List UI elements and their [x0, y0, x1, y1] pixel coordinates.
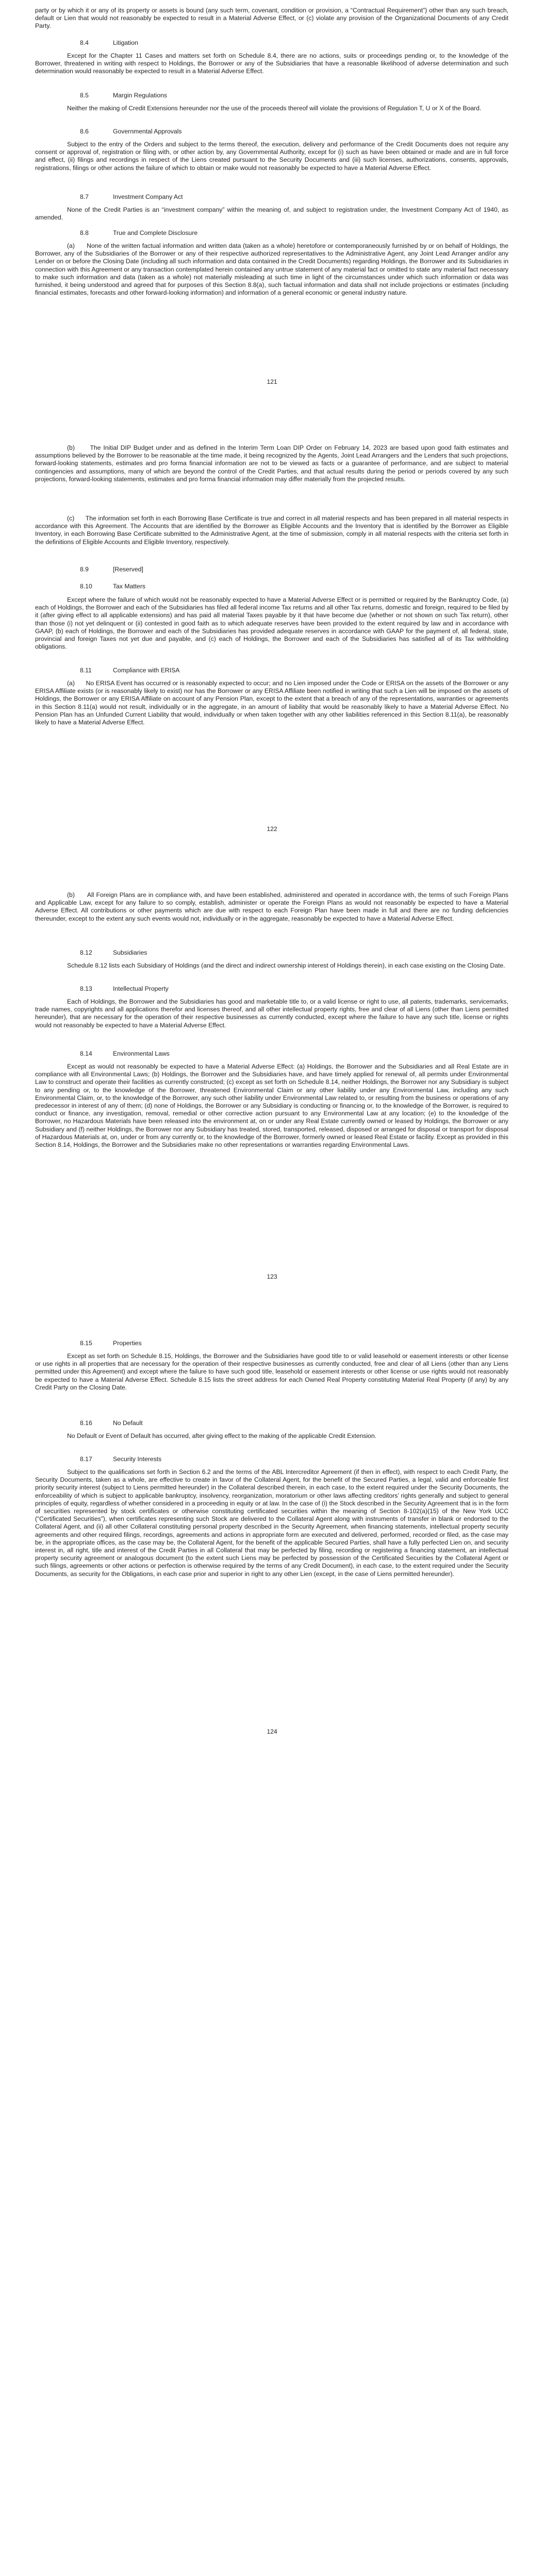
section-number: 8.15 [80, 1340, 92, 1347]
section-title: Tax Matters [113, 583, 145, 590]
section-title: Margin Regulations [113, 92, 168, 99]
page-number: 124 [267, 1728, 277, 1735]
section-title: Investment Company Act [113, 193, 183, 200]
section-8-13-text: Each of Holdings, the Borrower and the Subsidiaries has good and marketable title to, or a valid license or right to use, all patents, trademarks, servicemarks, trade names, copyrights and all applications therefor and licenses thereof, and all other intellectual property rights, free and clear of all Liens (other than Liens permitted hereunder), that are necessary for the operation of their respective businesses as currently conducted, except where the failure to have any such title, license or rights would not reasonably be expected to have a Material Adverse Effect. [35, 998, 508, 1029]
section-title: [Reserved] [113, 566, 143, 573]
section-8-17-text: Subject to the qualifications set forth in Section 6.2 and the terms of the ABL Intercreditor Agreement (if then in effect), with respect to each Credit Party, the Security Documents, taken as a whole, are effective to create in favor of the Collateral Agent, for the benefit of the Secured Parties, a legal, valid and enforceable first priority security interest (subject to Liens permitted hereunder) in the Collateral described therein, in each case, to the extent required under the Security Documents, the enforceability of which is subject to applicable bankruptcy, insolvency, reorganization, moratorium or other laws affecting creditors’ rights generally and subject to general principles of equity, regardless of whether considered in a proceeding in equity or at law. In the case of (i) the Stock described in the Security Agreement that is in the form of securities represented by stock certificates or otherwise constituting certificated securities within the meaning of Section 8-102(a)(15) of the New York UCC (“Certificated Securities”), when certificates representing such Stock are delivered to the Collateral Agent along with instruments of transfer in blank or endorsed to the Collateral Agent, and (ii) all other Collateral constituting personal property described in the Security Agreement, when financing statements, intellectual property security agreements and other required filings, recordings, agreements and actions in appropriate form are executed and delivered, performed, recorded or filed, as the case may be, in the appropriate offices, as the case may be, the Collateral Agent, for the benefit of the applicable Secured Parties, shall have a fully perfected Lien on, and security interest in, all right, title and interest of the Credit Parties in all Collateral that may be perfected by filing, recording or registering a financing statement, an intellectual property security agreement or analogous document (to the extent such Liens may be perfected by possession of the Certificated Securities by the Collateral Agent or such filings, agreements or other actions or perfection is otherwise required by the terms of any Credit Document), in each case, to the extent required under the Security Documents, as security for the Obligations, in each case prior and superior in right to any other Lien (except, in the case of Liens permitted hereunder). [35, 1468, 508, 1578]
section-8-8-a-text: (a) None of the written factual information and written data (taken as a whole) heretofore or contemporaneously furnished by or on behalf of Holdings, the Borrower, any of the Subsidiaries of the Borrower or any of their respective authorized representatives to the Administrative Agent, any Joint Lead Arranger and/or any Lender on or before the Closing Date (including all such information and data contained in the Credit Documents) regarding Holdings, the Borrower and its Subsidiaries in connection with this Agreement or any transaction contemplated herein contained any untrue statement of any material fact or omitted to state any material fact necessary to make such information and data (taken as a whole) not materially misleading at such time in light of the circumstances under which such information or data was furnished, it being understood and agreed that for purposes of this Section 8.8(a), such factual information and data shall not include projections or estimates (including financial estimates, forecasts and other forward-looking information) and information of a general economic or general industry nature. [35, 242, 508, 297]
section-title: Litigation [113, 39, 138, 46]
section-number: 8.17 [80, 1455, 92, 1463]
section-number: 8.9 [80, 566, 89, 573]
section-title: Compliance with ERISA [113, 667, 180, 674]
section-8-15-text: Except as set forth on Schedule 8.15, Holdings, the Borrower and the Subsidiaries have good title to or valid leasehold or easement interests or other license or use rights in all properties that are necessary for the operation of their respective businesses as currently conducted, free and clear of all Liens (other than any Liens permitted under this Agreement) and except where the failure to have such good title, leasehold or easement interests or other license or use rights would not reasonably be expected to have a Material Adverse Effect. Schedule 8.15 lists the street address for each Owned Real Property constituting Material Real Property (if any) by any Credit Party on the Closing Date. [35, 1352, 508, 1391]
section-8-4-text: Except for the Chapter 11 Cases and matters set forth on Schedule 8.4, there are no actions, suits or proceedings pending or, to the knowledge of the Borrower, threatened in writing with respect to Holdings, the Borrower or any of the Subsidiaries that have a reasonable likelihood of adverse determination and such determination would reasonably be expected to result in a Material Adverse Effect. [35, 52, 508, 75]
section-title: No Default [113, 1419, 143, 1427]
section-number: 8.10 [80, 583, 92, 590]
section-8-12-text: Schedule 8.12 lists each Subsidiary of Holdings (and the direct and indirect ownership interest of Holdings therein), in each case existing on the Closing Date. [67, 962, 505, 969]
page-number: 123 [267, 1273, 277, 1280]
section-8-10-text: Except where the failure of which would not be reasonably expected to have a Material Adverse Effect or is permitted or required by the Bankruptcy Code, (a) each of Holdings, the Borrower and each of the Subsidiaries has filed all federal income Tax returns and all other Tax returns, domestic and foreign, required to be filed by it (after giving effect to all applicable extensions) and has paid all material Taxes payable by it that have become due (whether or not shown on such Tax return), other than those (i) not yet delinquent or (ii) contested in good faith as to which adequate reserves have been provided to the extent required by law and in accordance with GAAP, (b) each of Holdings, the Borrower and each of the Subsidiaries has provided adequate reserves in accordance with GAAP for the payment of, all federal, state, provincial and foreign Taxes not yet due and payable, and (c) each of Holdings, the Borrower and each of the Subsidiaries has satisfied all of its Tax withholding obligations. [35, 596, 508, 651]
section-number: 8.11 [80, 667, 92, 674]
page-number: 121 [267, 378, 277, 385]
section-number: 8.13 [80, 985, 92, 992]
section-title: Security Interests [113, 1455, 162, 1463]
section-title: Properties [113, 1340, 142, 1347]
section-number: 8.5 [80, 92, 89, 99]
section-8-5-text: Neither the making of Credit Extensions hereunder nor the use of the proceeds thereof will violate the provisions of Regulation T, U or X of the Board. [67, 105, 482, 112]
page-number: 122 [267, 825, 277, 833]
section-title: Governmental Approvals [113, 128, 182, 135]
section-8-11-b-text: (b) All Foreign Plans are in compliance with, and have been established, administered and operated in accordance with, the terms of such Foreign Plans and Applicable Law, except for any failure to so comply, establish, administer or operate the Foreign Plans as would not reasonably be expected to have a Material Adverse Effect. All contributions or other payments which are due with respect to each Foreign Plan have been made in full and there are no funding deficiencies thereunder, except to the extent any such events would not, individually or in the aggregate, reasonably be expected to have a Material Adverse Effect. [35, 891, 508, 922]
section-title: Intellectual Property [113, 985, 169, 992]
section-title: Subsidiaries [113, 949, 147, 956]
section-8-8-b-text: (b) The Initial DIP Budget under and as defined in the Interim Term Loan DIP Order on February 14, 2023 are based upon good faith estimates and assumptions believed by the Borrower to be reasonable at the time made, it being recognized by the Agents, Joint Lead Arrangers and the Lenders that such projections, forward-looking statements, estimates and pro forma financial information are not to be viewed as facts or a guarantee of performance, and are subject to material contingencies and assumptions, many of which are beyond the control of the Credit Parties, and that actual results during the period or periods covered by any such projections, forward-looking statements, estimates and pro forma financial information may differ materially from the projected results. [35, 444, 508, 483]
section-title: True and Complete Disclosure [113, 229, 198, 236]
continued-paragraph: party or by which it or any of its property or assets is bound (any such term, covenant, condition or provision, a “Contractual Requirement”) other than any such breach, default or Lien that would not reasonably be expected to result in a Material Adverse Effect, or (c) violate any provision of the Organizational Documents of any Credit Party. [35, 7, 508, 30]
section-number: 8.4 [80, 39, 89, 46]
section-number: 8.8 [80, 229, 89, 236]
section-number: 8.12 [80, 949, 92, 956]
section-8-8-c-text: (c) The information set forth in each Borrowing Base Certificate is true and correct in all material respects and has been prepared in all material respects in accordance with this Agreement. The Accounts that are identified by the Borrower as Eligible Accounts and the Inventory that is identified by the Borrower as Eligible Inventory, in each Borrowing Base Certificate submitted to the Administrative Agent, at the time of submission, comply in all material respects with the criteria set forth in the definitions of Eligible Accounts and Eligible Inventory, respectively. [35, 515, 508, 546]
section-8-6-text: Subject to the entry of the Orders and subject to the terms thereof, the execution, delivery and performance of the Credit Documents does not require any consent or approval of, registration or filing with, or other action by, any Governmental Authority, except for (i) such as have been obtained or made and are in full force and effect, (ii) filings and recordings in respect of the Liens created pursuant to the Security Documents and (iii) such licenses, authorizations, consents, approvals, registrations, filings or other actions the failure of which to obtain or make would not reasonably be expected to have a Material Adverse Effect. [35, 141, 508, 172]
section-number: 8.14 [80, 1050, 92, 1057]
section-8-7-text: None of the Credit Parties is an “investment company” within the meaning of, and subject to registration under, the Investment Company Act of 1940, as amended. [35, 206, 508, 222]
section-8-16-text: No Default or Event of Default has occurred, after giving effect to the making of the applicable Credit Extension. [67, 1432, 377, 1439]
section-number: 8.16 [80, 1419, 92, 1427]
section-8-11-a-text: (a) No ERISA Event has occurred or is reasonably expected to occur; and no Lien imposed under the Code or ERISA on the assets of the Borrower or any ERISA Affiliate exists (or is reasonably likely to exist) nor has the Borrower or any ERISA Affiliate been notified in writing that such a Lien will be imposed on the assets of Holdings, the Borrower or any ERISA Affiliate on account of any Pension Plan, except to the extent that a breach of any of the representations, warranties or agreements in this Section 8.11(a) would not result, individually or in the aggregate, in an amount of liability that would be reasonably likely to have a Material Adverse Effect. No Pension Plan has an Unfunded Current Liability that would, individually or when taken together with any other liabilities referenced in this Section 8.11(a), be reasonably likely to have a Material Adverse Effect. [35, 680, 508, 726]
section-number: 8.7 [80, 193, 89, 200]
section-number: 8.6 [80, 128, 89, 135]
section-title: Environmental Laws [113, 1050, 170, 1057]
section-8-14-text: Except as would not reasonably be expected to have a Material Adverse Effect: (a) Holdings, the Borrower and the Subsidiaries and all Real Estate are in compliance with all Environmental Laws; (b) Holdings, the Borrower and the Subsidiaries have, and have timely applied for renewal of, all permits under Environmental Law to construct and operate their facilities as currently constructed; (c) except as set forth on Schedule 8.14, neither Holdings, the Borrower nor any Subsidiary is subject to any pending or, to the knowledge of the Borrower, threatened Environmental Claim or any other liability under any Environmental Law, including any such Environmental Claim, or, to the knowledge of the Borrower, any such other liability under Environmental Law related to, or resulting from the business or operations of any predecessor in interest of any of them; (d) none of Holdings, the Borrower or any Subsidiary is conducting or financing or, to the knowledge of the Borrower, is required to conduct or finance, any investigation, removal, remedial or other corrective action pursuant to any Environmental Law at any location; (e) to the knowledge of the Borrower, no Hazardous Materials have been released into the environment at, on or under any Real Estate currently owned or leased by Holdings, the Borrower or any Subsidiary and (f) neither Holdings, the Borrower nor any Subsidiary has treated, stored, transported, released, disposed or arranged for disposal or transport for disposal of Hazardous Materials at, on, under or from any currently or, to the knowledge of the Borrower, formerly owned or leased Real Estate or facility. Except as provided in this Section 8.14, Holdings, the Borrower and the Subsidiaries make no other representations or warranties regarding Environmental Laws. [35, 1063, 508, 1149]
